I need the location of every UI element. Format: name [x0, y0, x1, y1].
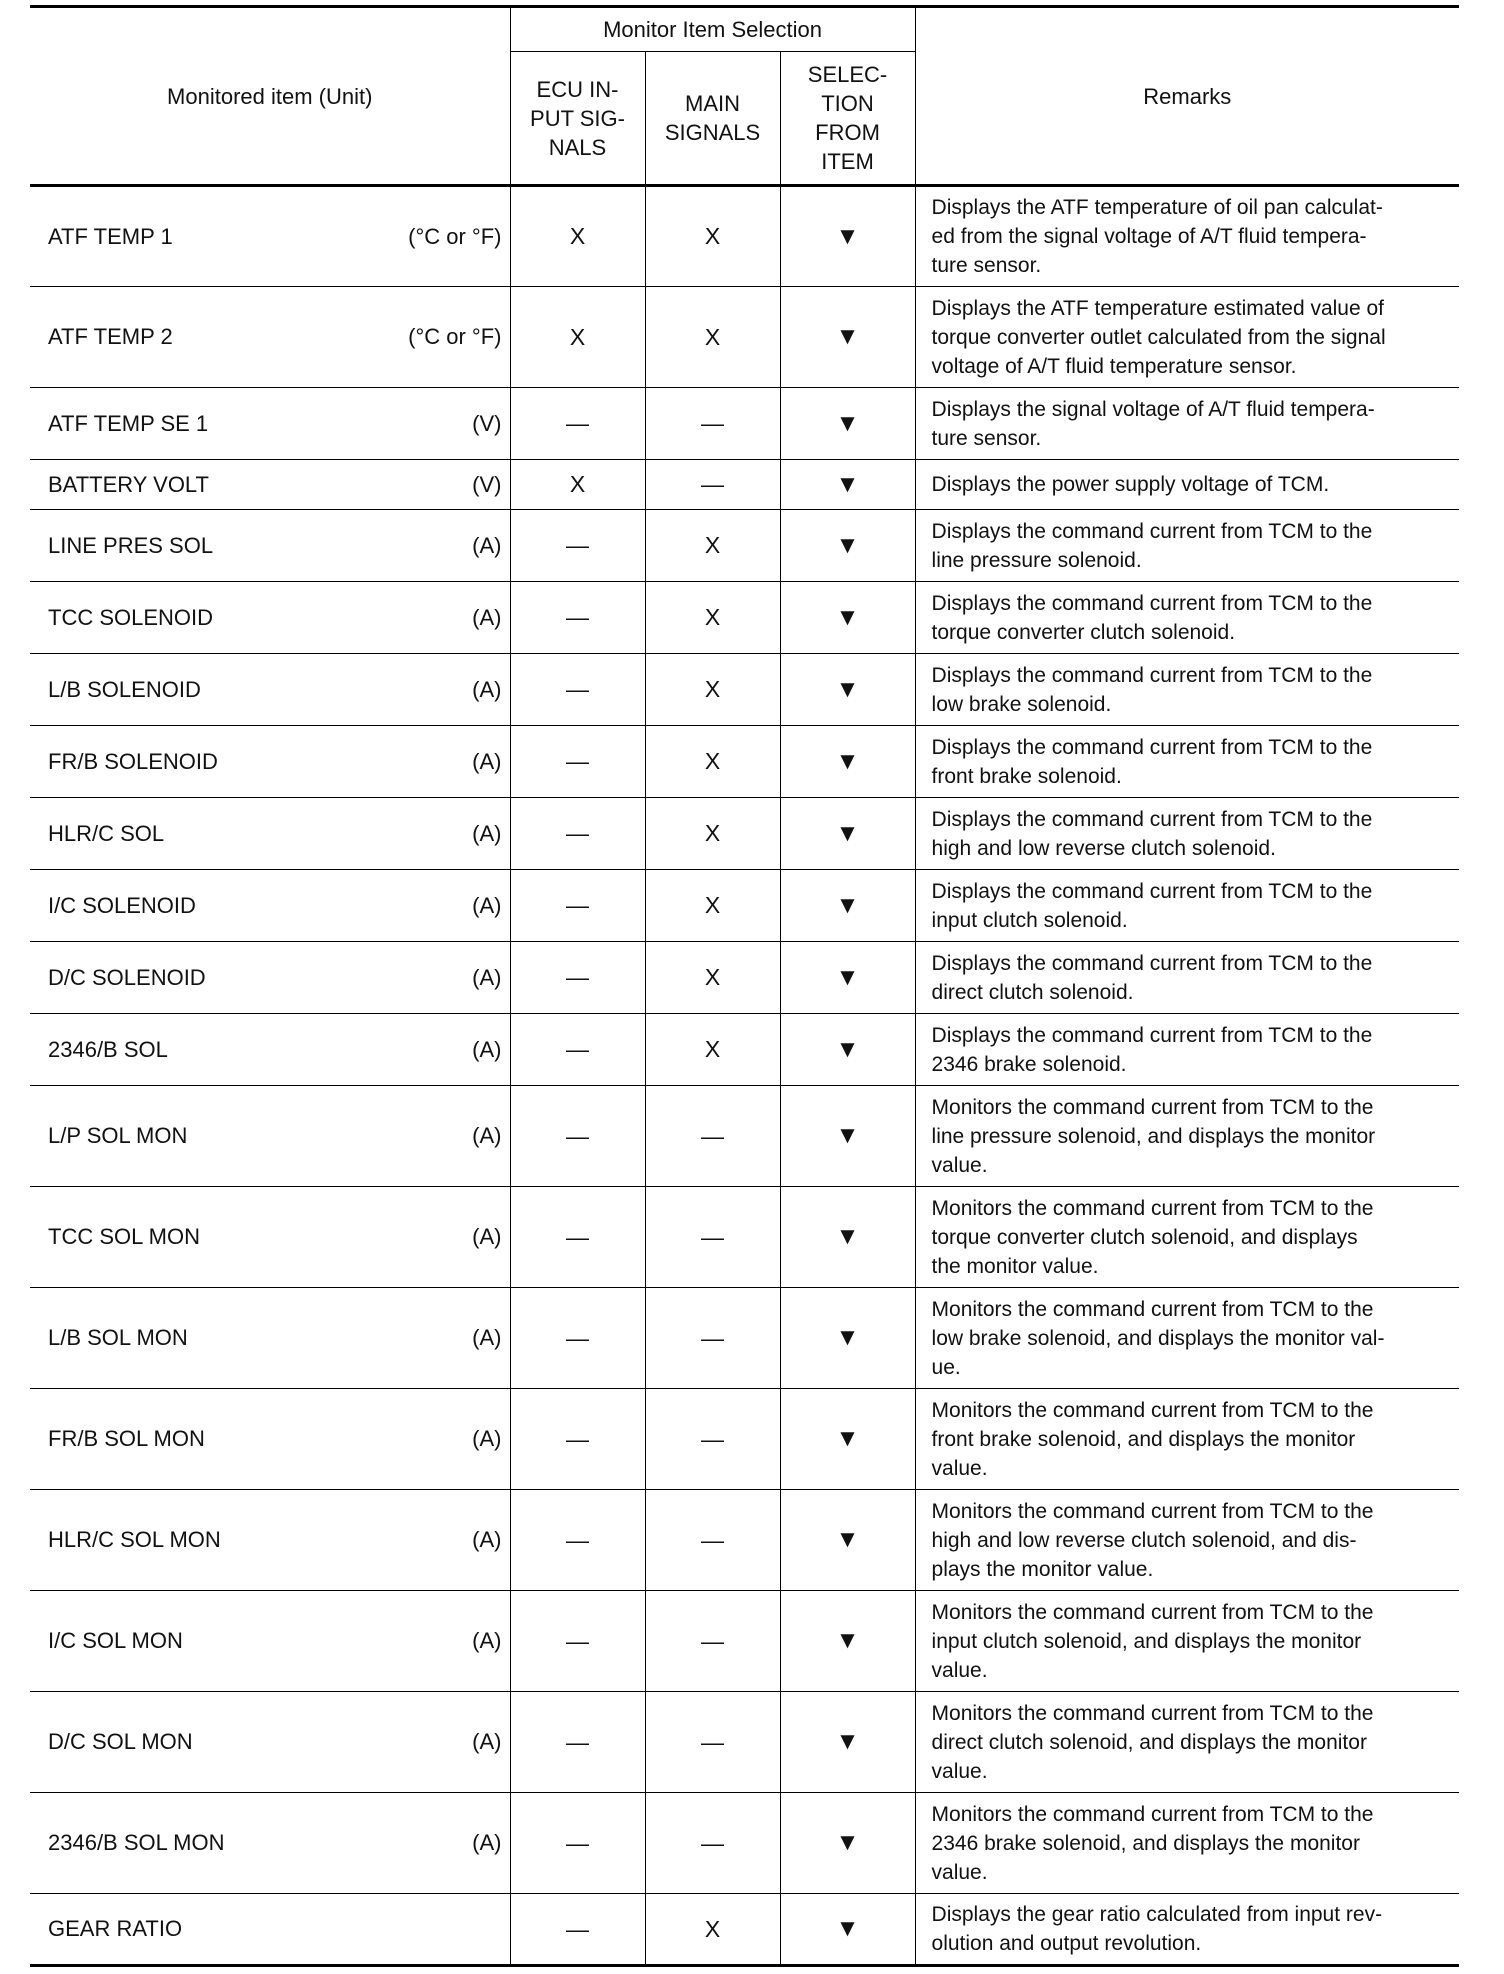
- selection-arrow-icon: ▼: [780, 186, 915, 287]
- monitored-item-cell: [30, 582, 510, 654]
- item-unit: (A): [472, 1224, 502, 1249]
- main-signals-mark: X: [645, 186, 780, 287]
- table-row: [30, 1591, 1459, 1692]
- monitored-item-cell: [30, 798, 510, 870]
- monitored-item-cell: [30, 287, 510, 388]
- main-signals-mark: X: [645, 1894, 780, 1966]
- item-unit: (A): [472, 1527, 502, 1552]
- selection-arrow-icon: ▼: [780, 942, 915, 1014]
- remarks-cell: Displays the command current from TCM to the line pressure solenoid.: [915, 510, 1459, 582]
- table-row: [30, 1014, 1459, 1086]
- monitored-item-cell: [30, 1490, 510, 1591]
- item-name: FR/B SOL MON: [48, 1426, 205, 1451]
- table-row: [30, 287, 1459, 388]
- ecu-input-mark: —: [510, 1894, 645, 1966]
- monitored-item-cell: [30, 1389, 510, 1490]
- item-name: ATF TEMP 2: [48, 324, 173, 349]
- item-unit: (A): [472, 1628, 502, 1653]
- main-signals-mark: —: [645, 1389, 780, 1490]
- remarks-cell: Displays the command current from TCM to the direct clutch solenoid.: [915, 942, 1459, 1014]
- table-row: [30, 942, 1459, 1014]
- main-signals-mark: X: [645, 870, 780, 942]
- item-unit: (V): [472, 410, 502, 436]
- item-unit: (°C or °F): [408, 324, 502, 349]
- header-remarks: Remarks: [915, 7, 1459, 186]
- ecu-input-mark: —: [510, 870, 645, 942]
- monitored-item-cell: [30, 726, 510, 798]
- remarks-cell: Displays the command current from TCM to the front brake solenoid.: [915, 726, 1459, 798]
- main-signals-mark: —: [645, 460, 780, 510]
- table-row: [30, 1692, 1459, 1793]
- selection-arrow-icon: ▼: [780, 287, 915, 388]
- table-row: [30, 798, 1459, 870]
- monitored-item-cell: [30, 388, 510, 460]
- ecu-input-mark: —: [510, 1014, 645, 1086]
- monitor-item-table: [30, 5, 1459, 1967]
- monitored-item-cell: [30, 1014, 510, 1086]
- item-name: HLR/C SOL MON: [48, 1527, 221, 1552]
- ecu-input-mark: —: [510, 1692, 645, 1793]
- item-name: ATF TEMP SE 1: [48, 410, 209, 436]
- remarks-cell: Monitors the command current from TCM to the line pressure solenoid, and displays the monitor value.: [915, 1086, 1459, 1187]
- selection-arrow-icon: ▼: [780, 1692, 915, 1793]
- item-name: HLR/C SOL: [48, 820, 165, 846]
- table-row: [30, 582, 1459, 654]
- monitored-item-cell: [30, 870, 510, 942]
- item-unit: (A): [472, 1123, 502, 1148]
- main-signals-mark: X: [645, 654, 780, 726]
- remarks-cell: Monitors the command current from TCM to the front brake solenoid, and displays the monitor value.: [915, 1389, 1459, 1490]
- remarks-cell: Monitors the command current from TCM to the high and low reverse clutch solenoid, and dis- plays the monitor value.: [915, 1490, 1459, 1591]
- table-row: [30, 1894, 1459, 1966]
- table-row: [30, 460, 1459, 510]
- main-signals-mark: X: [645, 798, 780, 870]
- selection-arrow-icon: ▼: [780, 1187, 915, 1288]
- table-row: [30, 388, 1459, 460]
- monitored-item-cell: [30, 460, 510, 510]
- ecu-input-mark: —: [510, 1490, 645, 1591]
- item-name: 2346/B SOL: [48, 1036, 168, 1062]
- selection-arrow-icon: ▼: [780, 582, 915, 654]
- table-row: [30, 1793, 1459, 1894]
- main-signals-mark: —: [645, 1086, 780, 1187]
- header-monitored-item: Monitored item (Unit): [30, 7, 510, 186]
- ecu-input-mark: —: [510, 510, 645, 582]
- item-unit: (A): [472, 1036, 502, 1062]
- ecu-input-mark: —: [510, 1793, 645, 1894]
- item-name: FR/B SOLENOID: [48, 748, 218, 774]
- main-signals-mark: X: [645, 726, 780, 798]
- selection-arrow-icon: ▼: [780, 1793, 915, 1894]
- ecu-input-mark: —: [510, 726, 645, 798]
- main-signals-mark: X: [645, 942, 780, 1014]
- item-unit: (V): [472, 471, 502, 497]
- table-row: [30, 510, 1459, 582]
- item-name: BATTERY VOLT: [48, 471, 209, 497]
- remarks-cell: Monitors the command current from TCM to the 2346 brake solenoid, and displays the monitor value.: [915, 1793, 1459, 1894]
- ecu-input-mark: —: [510, 942, 645, 1014]
- monitored-item-cell: [30, 1692, 510, 1793]
- selection-arrow-icon: ▼: [780, 1086, 915, 1187]
- ecu-input-mark: —: [510, 1288, 645, 1389]
- main-signals-mark: —: [645, 388, 780, 460]
- item-unit: (°C or °F): [408, 223, 502, 249]
- selection-arrow-icon: ▼: [780, 654, 915, 726]
- item-name: ATF TEMP 1: [48, 223, 173, 249]
- item-name: D/C SOL MON: [48, 1729, 193, 1754]
- item-name: TCC SOL MON: [48, 1224, 200, 1249]
- ecu-input-mark: X: [510, 460, 645, 510]
- ecu-input-mark: —: [510, 1086, 645, 1187]
- remarks-cell: Displays the ATF temperature estimated value of torque converter outlet calculated from the signal voltage of A/T fluid temperature sensor.: [915, 287, 1459, 388]
- selection-arrow-icon: ▼: [780, 870, 915, 942]
- table-row: [30, 726, 1459, 798]
- selection-arrow-icon: ▼: [780, 460, 915, 510]
- selection-arrow-icon: ▼: [780, 1389, 915, 1490]
- table-row: [30, 1389, 1459, 1490]
- monitored-item-cell: [30, 186, 510, 287]
- item-name: D/C SOLENOID: [48, 964, 206, 990]
- item-name: GEAR RATIO: [48, 1916, 183, 1941]
- selection-arrow-icon: ▼: [780, 1288, 915, 1389]
- item-name: I/C SOL MON: [48, 1628, 183, 1653]
- remarks-cell: Displays the command current from TCM to the 2346 brake solenoid.: [915, 1014, 1459, 1086]
- main-signals-mark: —: [645, 1591, 780, 1692]
- monitored-item-cell: [30, 942, 510, 1014]
- table-row: [30, 186, 1459, 287]
- selection-arrow-icon: ▼: [780, 726, 915, 798]
- selection-arrow-icon: ▼: [780, 1014, 915, 1086]
- ecu-input-mark: —: [510, 1389, 645, 1490]
- remarks-cell: Monitors the command current from TCM to the torque converter clutch solenoid, and displays the monitor value.: [915, 1187, 1459, 1288]
- item-unit: (A): [472, 1325, 502, 1350]
- monitored-item-cell: [30, 1288, 510, 1389]
- item-unit: (A): [472, 1830, 502, 1855]
- table-row: [30, 870, 1459, 942]
- main-signals-mark: —: [645, 1288, 780, 1389]
- remarks-cell: Monitors the command current from TCM to the input clutch solenoid, and displays the monitor value.: [915, 1591, 1459, 1692]
- main-signals-mark: —: [645, 1490, 780, 1591]
- table-row: [30, 1086, 1459, 1187]
- selection-arrow-icon: ▼: [780, 1490, 915, 1591]
- item-name: LINE PRES SOL: [48, 532, 214, 558]
- table-row: [30, 1288, 1459, 1389]
- remarks-cell: Displays the command current from TCM to the torque converter clutch solenoid.: [915, 582, 1459, 654]
- item-name: L/B SOL MON: [48, 1325, 188, 1350]
- ecu-input-mark: —: [510, 582, 645, 654]
- item-name: I/C SOLENOID: [48, 892, 196, 918]
- monitored-item-cell: [30, 654, 510, 726]
- ecu-input-mark: —: [510, 388, 645, 460]
- table-row: [30, 1187, 1459, 1288]
- item-unit: (A): [472, 676, 502, 702]
- main-signals-mark: —: [645, 1692, 780, 1793]
- header-ecu-input-signals: ECU IN- PUT SIG- NALS: [510, 52, 645, 186]
- remarks-cell: Monitors the command current from TCM to the low brake solenoid, and displays the monitor val- ue.: [915, 1288, 1459, 1389]
- main-signals-mark: X: [645, 287, 780, 388]
- header-main-signals: MAIN SIGNALS: [645, 52, 780, 186]
- item-name: L/P SOL MON: [48, 1123, 188, 1148]
- selection-arrow-icon: ▼: [780, 510, 915, 582]
- selection-arrow-icon: ▼: [780, 1894, 915, 1966]
- ecu-input-mark: —: [510, 1591, 645, 1692]
- table-body: [30, 186, 1459, 1966]
- item-unit: (A): [472, 820, 502, 846]
- ecu-input-mark: —: [510, 1187, 645, 1288]
- remarks-cell: Displays the power supply voltage of TCM.: [915, 460, 1459, 510]
- monitored-item-cell: [30, 1187, 510, 1288]
- selection-arrow-icon: ▼: [780, 798, 915, 870]
- item-unit: (A): [472, 892, 502, 918]
- remarks-cell: Displays the signal voltage of A/T fluid tempera- ture sensor.: [915, 388, 1459, 460]
- remarks-cell: Displays the command current from TCM to the low brake solenoid.: [915, 654, 1459, 726]
- main-signals-mark: X: [645, 510, 780, 582]
- header-selection-from-item: SELEC- TION FROM ITEM: [780, 52, 915, 186]
- selection-arrow-icon: ▼: [780, 1591, 915, 1692]
- monitored-item-cell: [30, 1086, 510, 1187]
- remarks-cell: Displays the command current from TCM to the input clutch solenoid.: [915, 870, 1459, 942]
- ecu-input-mark: X: [510, 186, 645, 287]
- item-unit: (A): [472, 1729, 502, 1754]
- monitored-item-cell: [30, 510, 510, 582]
- main-signals-mark: —: [645, 1187, 780, 1288]
- main-signals-mark: —: [645, 1793, 780, 1894]
- selection-arrow-icon: ▼: [780, 388, 915, 460]
- main-signals-mark: X: [645, 582, 780, 654]
- ecu-input-mark: X: [510, 287, 645, 388]
- item-name: TCC SOLENOID: [48, 604, 214, 630]
- item-name: 2346/B SOL MON: [48, 1830, 225, 1855]
- table-row: [30, 654, 1459, 726]
- monitored-item-cell: [30, 1591, 510, 1692]
- item-unit: (A): [472, 748, 502, 774]
- monitored-item-cell: [30, 1894, 510, 1966]
- remarks-cell: Displays the command current from TCM to the high and low reverse clutch solenoid.: [915, 798, 1459, 870]
- item-unit: (A): [472, 604, 502, 630]
- item-name: L/B SOLENOID: [48, 676, 201, 702]
- table-row: [30, 1490, 1459, 1591]
- item-unit: (A): [472, 1426, 502, 1451]
- main-signals-mark: X: [645, 1014, 780, 1086]
- ecu-input-mark: —: [510, 654, 645, 726]
- remarks-cell: Displays the ATF temperature of oil pan calculat- ed from the signal voltage of A/T fluid tempera- ture sensor.: [915, 186, 1459, 287]
- item-unit: (A): [472, 964, 502, 990]
- ecu-input-mark: —: [510, 798, 645, 870]
- remarks-cell: Displays the gear ratio calculated from input rev- olution and output revolution.: [915, 1894, 1459, 1966]
- monitored-item-cell: [30, 1793, 510, 1894]
- header-monitor-item-selection: Monitor Item Selection: [510, 7, 915, 52]
- item-unit: (A): [472, 532, 502, 558]
- remarks-cell: Monitors the command current from TCM to the direct clutch solenoid, and displays the monitor value.: [915, 1692, 1459, 1793]
